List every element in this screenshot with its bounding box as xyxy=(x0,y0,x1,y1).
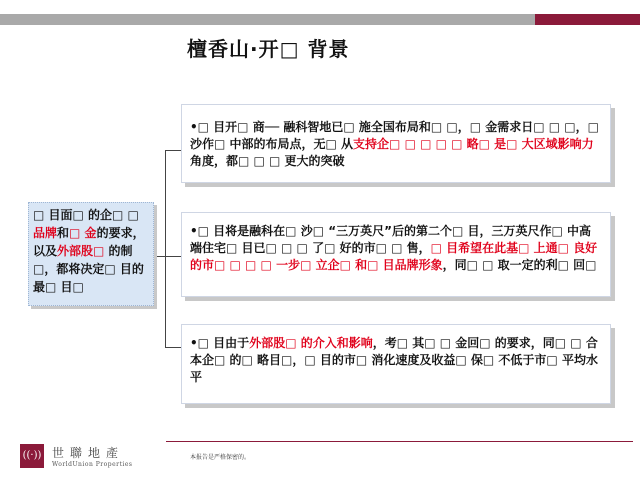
top-accent-bar xyxy=(535,14,640,25)
confidential-note: 本报告是严格保密的。 xyxy=(190,454,251,461)
body-text: 的制□，都将决定□ 目的最□ 目□ xyxy=(33,244,144,294)
body-text: ，考□ 其□ □ 金回□ 的要求，同□ □ 合本企□ 的□ 略目□，□ 目的市□ 消化速度及收益□ 保□ 不低于市□ 平均水平 xyxy=(190,336,598,384)
point-box-1 xyxy=(181,104,611,183)
highlight-text: 品牌 xyxy=(33,226,58,240)
logo-name-en: WorldUnion Properties xyxy=(52,461,133,468)
point-text-2 xyxy=(182,213,610,277)
connector-branch-1 xyxy=(165,150,181,151)
connector-stem xyxy=(152,256,166,257)
connector-branch-2 xyxy=(165,256,181,257)
highlight-text: □ 目希望在此基□ 上通□ 良好的市□ □ □ □ 一步□ 立企□ 和□ 目品牌形象 xyxy=(190,241,598,272)
highlight-text: □ 金 xyxy=(69,226,97,240)
body-text: 的要求，以及 xyxy=(33,226,145,258)
body-text: •□ 目由于 xyxy=(190,336,250,350)
body-text: □ 目面□ 的企□ □ xyxy=(33,208,139,222)
slide-title: 檀香山·开□ 背景 xyxy=(187,37,350,61)
point-box-3 xyxy=(181,324,611,404)
logo-name-cn: 世聯地產 xyxy=(52,446,125,460)
body-text: ，同□ □ 取一定的利□ 回□ xyxy=(442,258,597,272)
summary-box xyxy=(28,202,154,306)
footer-rule xyxy=(166,441,633,442)
body-text: 角度，都□ □ □ 更大的突破 xyxy=(190,154,345,168)
highlight-text: 支持企□ □ □ □ □ 略□ 是□ 大区域影响力 xyxy=(353,137,594,151)
point-text-3 xyxy=(182,325,610,389)
body-text: •□ 目将是融科在□ 沙□ “三万英尺”后的第二个□ 目，三万英尺作□ 中高端住宅□ 目已□ □ □ 了□ 好的市□ □ 售， xyxy=(190,224,592,255)
highlight-text: 外部股□ xyxy=(57,244,105,258)
body-text: •□ 目开□ 商── 融科智地已□ 施全国布局和□ □，□ 金需求日□ □ □，□ 沙作□ 中部的布局点，无□ 从 xyxy=(190,120,599,151)
connector-vertical xyxy=(165,150,166,348)
body-text: 和 xyxy=(57,226,70,240)
top-gray-bar xyxy=(0,14,535,25)
point-box-2 xyxy=(181,212,611,297)
point-text-1 xyxy=(182,105,610,173)
summary-text xyxy=(29,203,153,299)
connector-branch-3 xyxy=(165,347,181,348)
logo-icon: ((·)) xyxy=(20,444,44,468)
highlight-text: 外部股□ 的介入和影响 xyxy=(249,336,373,350)
